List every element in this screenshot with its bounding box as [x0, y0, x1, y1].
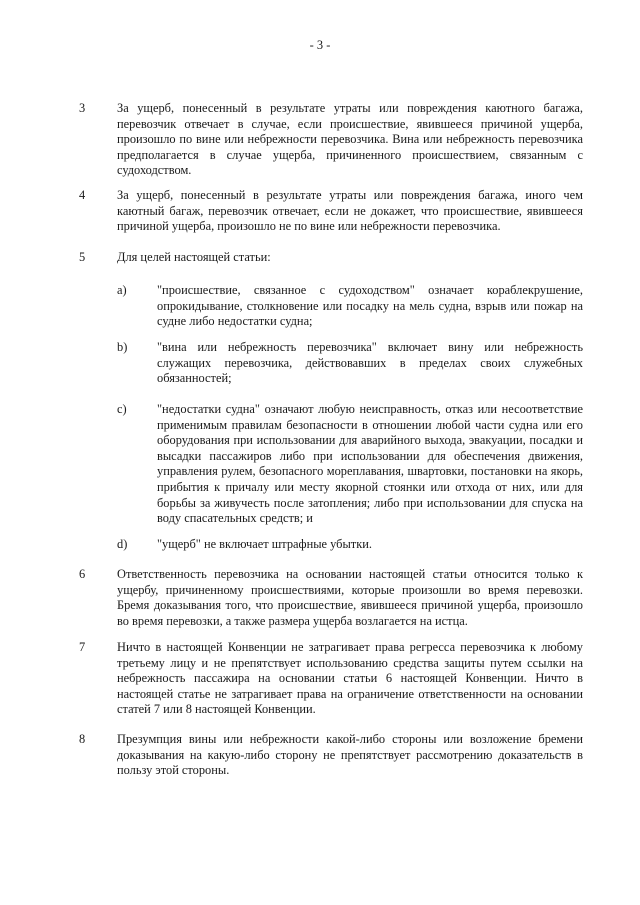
paragraph-number: 4 [79, 188, 86, 202]
definition-label: d) [117, 537, 128, 551]
page-number: - 3 - [309, 38, 331, 52]
paragraph-text: Ответственность перевозчика на основании настоящей статьи относится только к ущербу, причиненному происшествиями, которые произошли во время перевозки. Бремя доказывания того, что происшествие, явившееся причиной ущерба, произошло во время перевозки, а также размера ущерба возлагается на истца. [117, 567, 583, 628]
paragraph-number: 6 [79, 567, 86, 581]
definition-text: "недостатки судна" означают любую неисправность, отказ или несоответствие применимым правилам безопасности в отношении любой части судна или его оборудования при использовании для аварийного выхода, эвакуации, посадки и высадки пассажиров либо при использовании для обеспечения движения, управления рулем, безопасного мореплавания, швартовки, постановки на якорь, прибытия к причалу или месту якорной стоянки или отхода от них, или для борьбы за живучесть после затопления; либо при использовании для спуска на воду спасательных средств; и [157, 402, 583, 526]
definition-label: c) [117, 402, 127, 416]
definition-text: "ущерб" не включает штрафные убытки. [157, 537, 372, 551]
definition-text: "происшествие, связанное с судоходством" означает кораблекрушение, опрокидывание, столкновение или посадку на мель судна, взрыв или пожар на судне либо недостатки судна; [157, 283, 583, 329]
paragraph-number: 3 [79, 101, 86, 115]
paragraph-number: 7 [79, 640, 86, 654]
paragraph-text: Презумпция вины или небрежности какой-либо стороны или возложение бремени доказывания на какую-либо сторону не препятствует рассмотрению доказательств в пользу этой стороны. [117, 732, 583, 778]
definition-label: a) [117, 283, 127, 297]
definition-label: b) [117, 340, 128, 354]
paragraph-number: 8 [79, 732, 86, 746]
paragraph-text: За ущерб, понесенный в результате утраты или повреждения каютного багажа, перевозчик отвечает в случае, если происшествие, явившееся причиной ущерба, произошло по вине или небрежности перевозчика. Вина или небрежность перевозчика предполагается в случае ущерба, причиненного происшествием, связанным с судоходством. [117, 101, 583, 178]
definition-text: "вина или небрежность перевозчика" включает вину или небрежность служащих перевозчика, действовавших в пределах своих служебных обязанностей; [157, 340, 583, 386]
paragraph-text: За ущерб, понесенный в результате утраты или повреждения багажа, иного чем каютный багаж, перевозчик отвечает, если не докажет, что происшествие, явившееся причиной ущерба, произошло не по вине или небрежности перевозчика. [117, 188, 583, 234]
paragraph-text: Для целей настоящей статьи: [117, 250, 271, 264]
paragraph-number: 5 [79, 250, 86, 264]
paragraph-text: Ничто в настоящей Конвенции не затрагивает права регресса перевозчика к любому третьему лицу и не препятствует использованию средства защиты путем ссылки на небрежность пассажира на основании статьи 6 настоящей Конвенции. Ничто в настоящей статье не затрагивает права на ограничение ответственности на основании статей 7 или 8 настоящей Конвенции. [117, 640, 583, 717]
